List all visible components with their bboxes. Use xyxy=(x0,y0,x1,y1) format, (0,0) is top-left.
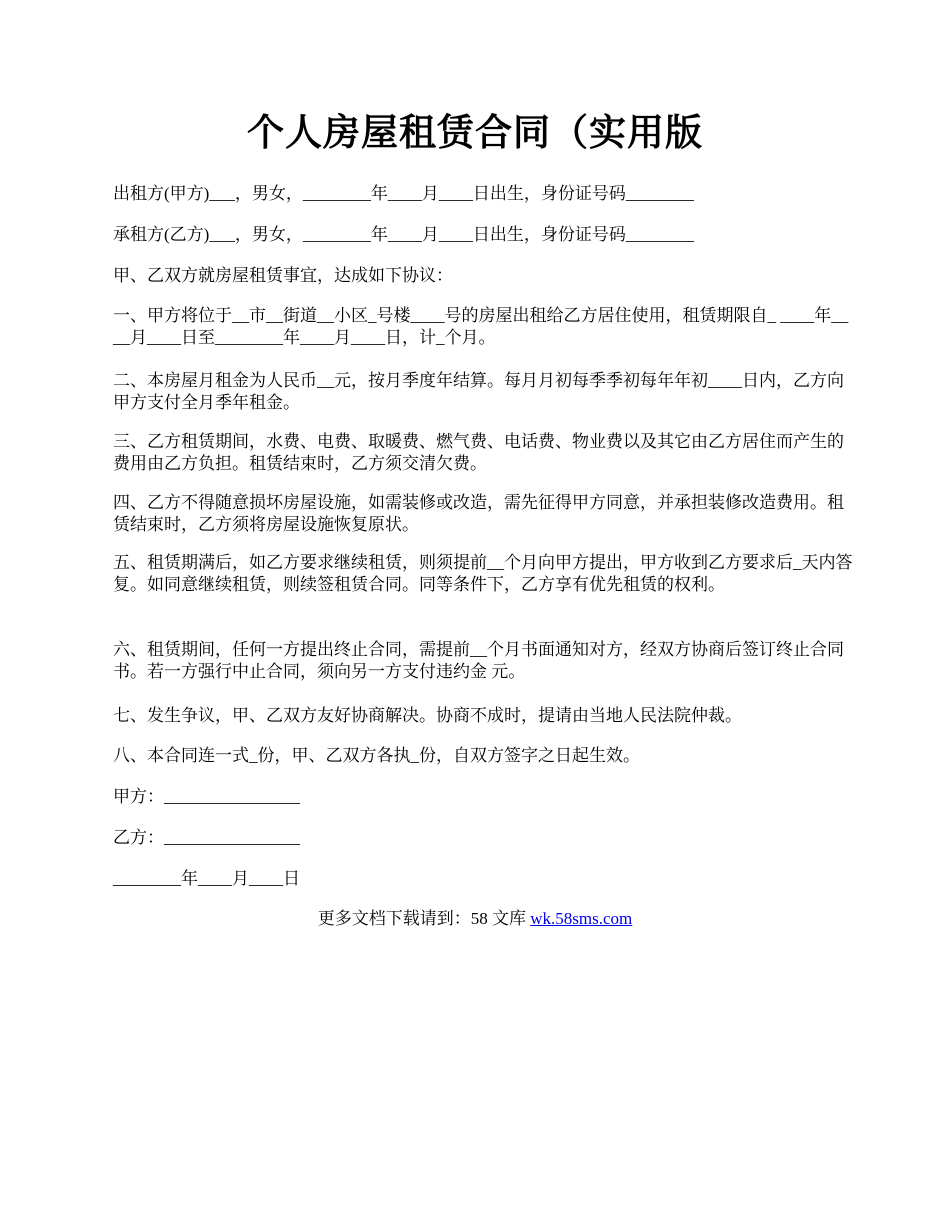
clause-5: 五、租赁期满后，如乙方要求继续租赁，则须提前__个月向甲方提出，甲方收到乙方要求后_天内答复。如同意继续租赁，则续签租赁合同。同等条件下，乙方享有优先租赁的权利。 xyxy=(113,553,853,594)
download-footer xyxy=(0,908,950,930)
document-title: 个人房屋租赁合同（实用版 xyxy=(247,113,703,154)
clause-8: 八、本合同连一式_份，甲、乙双方各执_份，自双方签字之日起生效。 xyxy=(113,746,640,765)
clause-6: 六、租赁期间，任何一方提出终止合同，需提前__个月书面通知对方，经双方协商后签订终止合同书。若一方强行中止合同，须向另一方支付违约金 元。 xyxy=(113,640,844,681)
clause-4: 四、乙方不得随意损坏房屋设施，如需装修或改造，需先征得甲方同意，并承担装修改造费用。租赁结束时，乙方须将房屋设施恢复原状。 xyxy=(113,493,844,534)
party-b-signature: 乙方：________________ xyxy=(113,828,300,847)
party-b-line: 承租方(乙方)___，男女，________年____月____日出生，身份证号码________ xyxy=(113,225,694,244)
clause-1: 一、甲方将位于__市__街道__小区_号楼____号的房屋出租给乙方居住使用，租赁期限自_ ____年____月____日至________年____月____日，计_个月。 xyxy=(113,306,849,347)
clause-7: 七、发生争议，甲、乙双方友好协商解决。协商不成时，提请由当地人民法院仲裁。 xyxy=(113,706,742,725)
clause-3: 三、乙方租赁期间，水费、电费、取暖费、燃气费、电话费、物业费以及其它由乙方居住而产生的费用由乙方负担。租赁结束时，乙方须交清欠费。 xyxy=(113,432,844,473)
agreement-intro: 甲、乙双方就房屋租赁事宜，达成如下协议： xyxy=(113,266,453,285)
party-a-line: 出租方(甲方)___，男女，________年____月____日出生，身份证号码________ xyxy=(113,184,694,203)
clause-2: 二、本房屋月租金为人民币__元，按月季度年结算。每月月初每季季初每年年初____日内，乙方向甲方支付全月季年租金。 xyxy=(113,371,844,412)
footer-link[interactable]: wk.58sms.com xyxy=(530,909,633,928)
party-a-signature: 甲方：________________ xyxy=(113,787,300,806)
signing-date: ________年____月____日 xyxy=(113,869,300,888)
footer-text: 更多文档下载请到：58 文库 xyxy=(317,909,531,928)
